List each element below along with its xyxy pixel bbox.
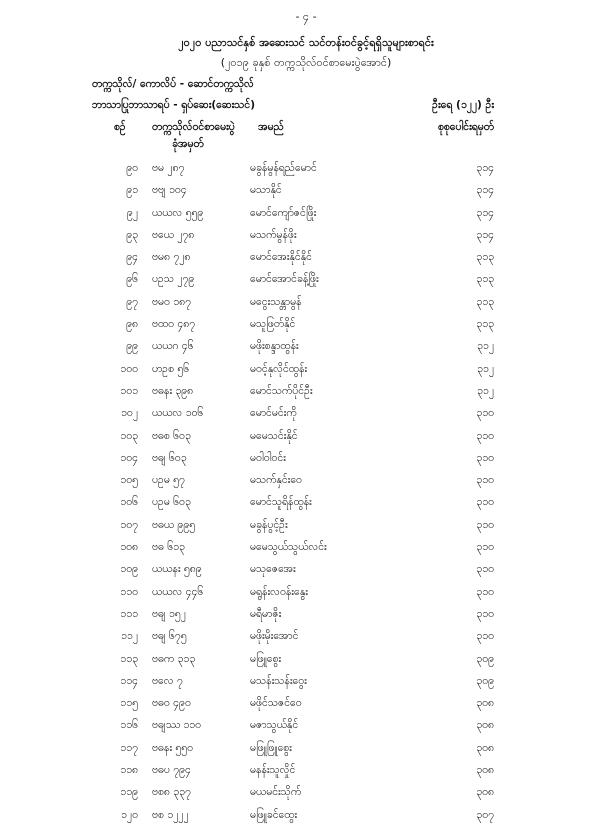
row-roll: ပဥမ ၆၀၃ [152,496,191,509]
row-marks: ၃၀၈ [476,764,494,777]
row-no: ၉၁ [126,184,138,197]
document-subtitle: (၂၀၁၉ ခုနှစ် တက္ကသိုလ်ဝင်စာမေးပွဲအောင်) [220,56,392,69]
row-marks: ၃၁၀ [476,429,494,442]
row-no: ၉၂ [126,206,138,219]
row-marks: ၃၀၉ [476,674,494,687]
row-marks: ၃၀၇ [476,808,494,821]
row-marks: ၃၁၀ [476,451,494,464]
row-no: ၁၂၀ [121,808,138,821]
row-marks: ၃၀၉ [476,652,494,665]
row-marks: ၃၁၀ [476,541,494,554]
row-no: ၁၁၀ [120,585,138,598]
row-no: ၁၁၇ [120,741,138,754]
row-roll: ဗဗျ ၁၀၄ [152,184,187,197]
row-name: မရီမာဇိုး [250,607,282,620]
row-name: မနန်းသူလှိုင် [250,764,296,777]
row-no: ၁၁၈ [120,764,138,777]
row-no: ၁၀၅ [120,474,138,487]
row-name: မဖြူစွေး [250,652,282,665]
table-row [0,559,612,581]
header-roll: တက္ကသိုလ်ဝင်စာမေးပွဲ [152,121,235,133]
row-roll: ဗစ၈ ၃၃၇ [152,786,191,799]
row-name: မမေသင်းနိုင် [250,429,298,442]
row-name: မဝါဝါဝင်း [250,451,286,464]
row-roll: ဗဓျ ၁၅၂ [152,607,186,620]
table-row [0,247,612,269]
row-name: မသန်းသန်းဝွေး [250,674,307,687]
university-line: တက္ကသိုလ်/ ကောလိပ် - ဆောင်တက္ကသိုလ် [92,78,254,90]
table-row [0,336,612,358]
row-no: ၁၁၅ [120,697,138,710]
row-roll: ယယဂ ၄၆ [152,340,194,353]
row-no: ၉၄ [126,251,138,264]
table-row [0,715,612,737]
row-marks: ၃၀၈ [476,741,494,754]
row-no: ၁၀၇ [120,518,138,531]
row-name: မဖိုးစန္ဒာထွန်း [250,340,299,353]
row-name: မောင်သက်ပိုင်ဦး [250,384,313,397]
count-range: ဦးရေ (၁၂၂) ဦး [432,99,494,111]
row-roll: ဗဓျဿ ၁၁၀ [152,719,202,732]
table-row [0,626,612,648]
table-row [0,225,612,247]
row-name: မသက်နှင်းဝေ [250,474,302,487]
row-no: ၉၉ [126,340,138,353]
row-marks: ၃၁၀ [476,518,494,531]
table-row [0,314,612,336]
row-no: ၉၆ [126,273,138,286]
row-marks: ၃၁၂ [477,362,494,375]
page-number: - ၄ - [295,10,317,23]
row-no: ၁၀၁ [120,384,138,397]
row-marks: ၃၁၃ [476,318,494,331]
row-marks: ၃၁၂ [477,384,494,397]
row-name: မောင်ကျော်ဇင်ဖြိုး [250,206,317,219]
row-name: မငွေးသန္တာမွန် [250,295,302,308]
row-marks: ၃၁၀ [476,496,494,509]
row-marks: ၃၁၄ [476,206,494,219]
row-name: မခွန်ပွင့်ဦး [250,518,288,531]
row-marks: ၃၁၂ [477,340,494,353]
header-no: စဉ် [114,121,126,133]
table-row [0,359,612,381]
row-marks: ၃၁၃ [476,251,494,264]
row-marks: ၃၁၃ [476,295,494,308]
row-no: ၉၃ [126,228,138,241]
row-roll: ဗဓဝ ၄၉၀ [152,697,191,710]
row-no: ၁၁၂ [121,630,138,643]
row-name: မဖိုင်သဇင်ဝေ [250,697,302,710]
row-name: မဖြူဖြူစွေး [250,741,292,754]
row-marks: ၃၁၄ [476,228,494,241]
row-no: ၁၀၆ [120,496,138,509]
table-row [0,760,612,782]
row-roll: ပဥမ ၅၇ [152,474,185,487]
row-marks: ၃၁၀ [476,563,494,576]
table-row [0,403,612,425]
row-marks: ၃၀၈ [476,719,494,732]
row-roll: ဗမ ၂၈၇ [152,162,185,174]
row-no: ၁၀၉ [120,563,138,576]
table-row [0,782,612,804]
row-marks: ၃၁၀ [476,630,494,643]
row-roll: ဗဓျ ၆၇၅ [152,630,187,643]
table-row [0,492,612,514]
table-row [0,203,612,225]
table-row [0,582,612,604]
row-name: မမေသွယ်သွယ်လင်း [250,541,327,554]
table-row [0,470,612,492]
table-row [0,448,612,470]
row-no: ၁၁၁ [120,607,138,620]
row-name: မသာနိုင် [250,184,282,197]
row-no: ၁၀၄ [120,451,138,464]
row-roll: ဗမဝ ၁၈၇ [152,295,192,308]
row-marks: ၃၁၀ [476,474,494,487]
row-no: ၁၀၈ [120,541,138,554]
row-no: ၁၀၀ [120,362,138,375]
header-name: အမည် [258,121,284,133]
row-roll: ဟဥစ ၅၆ [152,362,190,375]
row-roll: ယယလ ၅၅၉ [152,206,204,219]
table-row [0,426,612,448]
header-marks: စုစုပေါင်းရမှတ် [437,121,494,133]
results-table [0,158,612,827]
row-no: ၁၀၂ [121,407,138,420]
row-roll: ဗဓျ ၆၀၃ [152,451,187,464]
table-row [0,649,612,671]
table-row [0,604,612,626]
row-marks: ၃၁၄ [476,184,494,197]
row-marks: ၃၀၈ [476,786,494,799]
row-roll: ဗမ၈ ၇၂၈ [152,251,191,264]
row-name: မဝင့်နုလိုင်ထွန်း [250,362,308,375]
table-row [0,381,612,403]
row-no: ၁၁၃ [120,652,138,665]
row-no: ၁၁၄ [120,674,138,687]
row-name: မဇာသွယ်နိုင် [250,719,299,732]
table-row [0,537,612,559]
row-roll: ဗထဝ ၄၈၇ [152,318,196,331]
row-roll: ဗဓနး ၅၅၀ [152,741,194,754]
row-roll: ဗဓက ၃၁၃ [152,652,196,665]
document-title: ၂၀၂၀ ပညာသင်နှစ် အဆေးသင် သင်တန်းဝင်ခွင့်ရရှိသူများစာရင်း [178,36,434,49]
row-name: မသက်မွန်ဖိုး [250,228,297,241]
row-name: မသုဇေအေး [250,563,296,576]
row-roll: ယယလ ၁၀၆ [152,407,204,420]
row-marks: ၃၁၀ [476,607,494,620]
row-roll: ယယနး ၅၈၉ [152,563,202,576]
row-no: ၉၈ [126,318,138,331]
table-row [0,158,612,180]
row-name: မသူဖြတ်နိုင် [250,318,296,331]
row-marks: ၃၁၀ [476,407,494,420]
table-row [0,738,612,760]
row-roll: ဗလေ ၇ [152,674,183,687]
table-row [0,671,612,693]
row-name: မယမင်းသိုက် [250,786,302,799]
subject-line: ဘာသာပြုဘာသာရပ် - ရှပ်ဆေး(ဆေးသင်) [92,99,256,111]
row-marks: ၃၀၈ [476,697,494,710]
row-name: မောင်သူရိန်ထွန်း [250,496,312,509]
row-name: မောင်အေးနိုင်နိုင် [250,251,312,264]
row-roll: ဗဓစ ၆၀၃ [152,429,191,442]
row-roll: ဗဓယ ၉၉၅ [152,518,196,531]
table-row [0,269,612,291]
row-name: မဖြူခင်ထွေး [250,808,298,821]
row-name: မောင်အောင်ခန့်ဖြိုး [250,273,319,286]
table-row [0,515,612,537]
row-roll: ဗစ ၁၂၂၂ [152,808,189,821]
table-row [0,292,612,314]
row-marks: ၃၁၃ [476,273,494,286]
table-row [0,180,612,202]
row-no: ၁၀၃ [120,429,138,442]
row-name: မောင်မင်းကို [250,407,297,420]
row-no: ၉၀ [126,162,138,174]
row-name: မဖိုးမိုးအောင် [250,630,299,643]
row-name: မခွန်မွန်ရည်မောင် [250,162,317,174]
row-no: ၁၁၆ [120,719,138,732]
table-row [0,693,612,715]
row-marks: ၃၁၄ [476,162,494,174]
row-roll: ဗဓပ ၇၉၄ [152,764,191,777]
row-roll: ပဥသ ၂၇၉ [152,273,195,286]
header-roll-sub: ခုံအမှတ် [172,138,204,150]
row-roll: ယယလ ၄၄၆ [152,585,204,598]
row-roll: ဗဓနး ၃၉၈ [152,384,194,397]
row-roll: ဗဓ ၆၁၃ [152,541,185,554]
row-no: ၁၁၉ [120,786,138,799]
row-roll: ဗယေ ၂၇၈ [152,228,195,241]
table-row [0,805,612,827]
row-marks: ၃၁၀ [476,585,494,598]
row-name: မရွန်းလဝန်းနွေး [250,585,308,598]
row-no: ၉၇ [126,295,138,308]
